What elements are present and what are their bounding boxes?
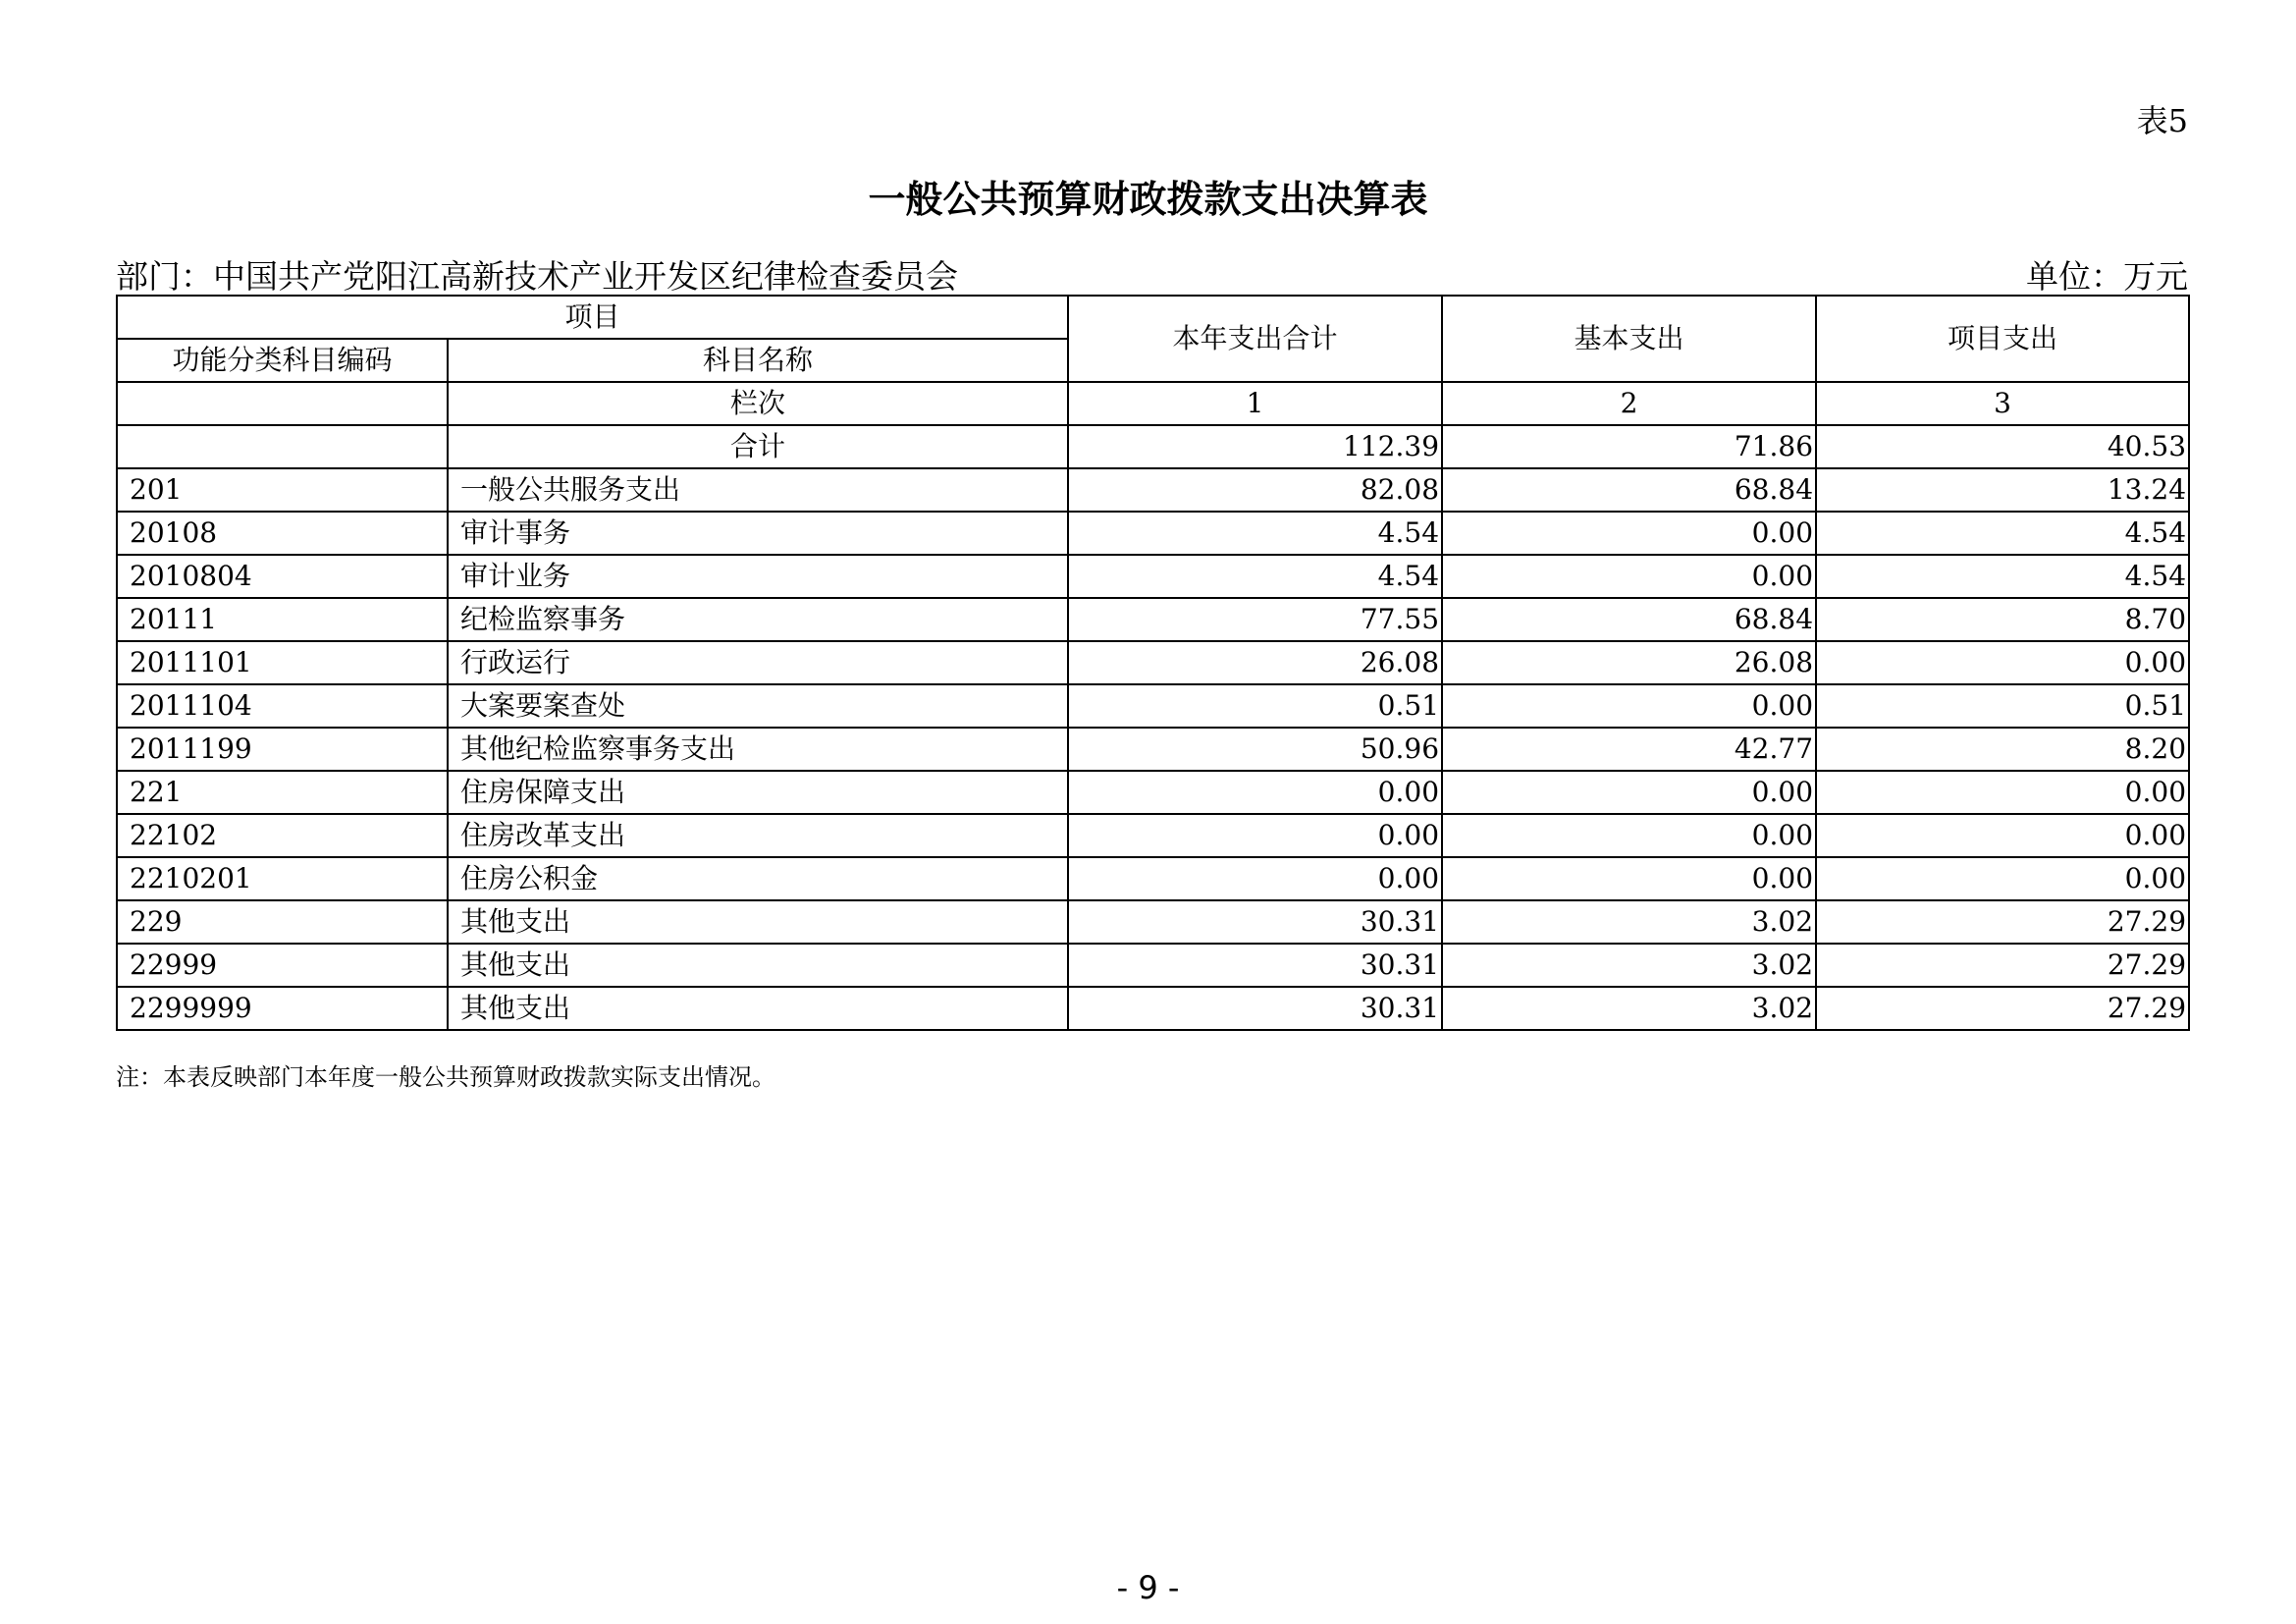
table-row xyxy=(117,641,2189,684)
row-basic-cell: 0.00 xyxy=(1442,555,1816,598)
row-project-cell: 8.20 xyxy=(1816,728,2189,771)
row-name-cell: 住房改革支出 xyxy=(448,814,1068,857)
col-name-header: 科目名称 xyxy=(448,339,1068,382)
department-label: 部门：中国共产党阳江高新技术产业开发区纪律检查委员会 xyxy=(116,257,958,296)
row-code-cell: 22999 xyxy=(117,944,448,987)
row-total-cell: 50.96 xyxy=(1068,728,1442,771)
row-basic-cell: 3.02 xyxy=(1442,900,1816,944)
row-total-cell: 0.51 xyxy=(1068,684,1442,728)
row-project-cell: 0.00 xyxy=(1816,857,2189,900)
row-code-cell: 2011199 xyxy=(117,728,448,771)
table-row xyxy=(117,987,2189,1030)
budget-table-body xyxy=(117,296,2189,1030)
row-name-cell: 大案要案查处 xyxy=(448,684,1068,728)
index-row xyxy=(117,382,2189,425)
row-code-cell: 20108 xyxy=(117,512,448,555)
row-code-cell: 20111 xyxy=(117,598,448,641)
row-code-cell: 2011104 xyxy=(117,684,448,728)
row-total-cell: 30.31 xyxy=(1068,987,1442,1030)
row-total-cell: 30.31 xyxy=(1068,900,1442,944)
budget-table xyxy=(116,295,2190,1031)
row-basic-cell: 0.00 xyxy=(1442,771,1816,814)
row-name-cell: 其他纪检监察事务支出 xyxy=(448,728,1068,771)
row-code-cell: 221 xyxy=(117,771,448,814)
table-row xyxy=(117,900,2189,944)
row-name-cell: 其他支出 xyxy=(448,944,1068,987)
row-total-cell: 0.00 xyxy=(1068,771,1442,814)
table-row xyxy=(117,555,2189,598)
row-name-cell: 审计事务 xyxy=(448,512,1068,555)
sum-total-cell: 112.39 xyxy=(1068,425,1442,468)
row-name-cell: 住房保障支出 xyxy=(448,771,1068,814)
row-basic-cell: 68.84 xyxy=(1442,598,1816,641)
row-total-cell: 0.00 xyxy=(1068,814,1442,857)
index-project-cell: 3 xyxy=(1816,382,2189,425)
row-total-cell: 4.54 xyxy=(1068,512,1442,555)
page-title: 一般公共预算财政拨款支出决算表 xyxy=(868,177,1428,221)
table-note: 注：本表反映部门本年度一般公共预算财政拨款实际支出情况。 xyxy=(116,1063,775,1091)
row-name-cell: 住房公积金 xyxy=(448,857,1068,900)
row-basic-cell: 0.00 xyxy=(1442,857,1816,900)
sum-code-cell xyxy=(117,425,448,468)
col-code-header: 功能分类科目编码 xyxy=(117,339,448,382)
table-row xyxy=(117,728,2189,771)
table-row xyxy=(117,771,2189,814)
table-row xyxy=(117,684,2189,728)
header-row-1 xyxy=(117,296,2189,339)
row-project-cell: 4.54 xyxy=(1816,555,2189,598)
row-total-cell: 77.55 xyxy=(1068,598,1442,641)
row-basic-cell: 0.00 xyxy=(1442,512,1816,555)
row-code-cell: 2011101 xyxy=(117,641,448,684)
row-project-cell: 0.00 xyxy=(1816,814,2189,857)
row-basic-cell: 26.08 xyxy=(1442,641,1816,684)
index-basic-cell: 2 xyxy=(1442,382,1816,425)
unit-label: 单位：万元 xyxy=(2026,257,2188,296)
row-project-cell: 27.29 xyxy=(1816,987,2189,1030)
row-name-cell: 纪检监察事务 xyxy=(448,598,1068,641)
row-project-cell: 0.00 xyxy=(1816,641,2189,684)
col-total-header: 本年支出合计 xyxy=(1068,296,1442,382)
table-row xyxy=(117,944,2189,987)
row-project-cell: 27.29 xyxy=(1816,944,2189,987)
row-basic-cell: 68.84 xyxy=(1442,468,1816,512)
row-code-cell: 2299999 xyxy=(117,987,448,1030)
group-header-cell: 项目 xyxy=(117,296,1068,339)
row-code-cell: 201 xyxy=(117,468,448,512)
index-total-cell: 1 xyxy=(1068,382,1442,425)
table-row xyxy=(117,814,2189,857)
sum-project-cell: 40.53 xyxy=(1816,425,2189,468)
row-total-cell: 4.54 xyxy=(1068,555,1442,598)
sum-label-cell: 合计 xyxy=(448,425,1068,468)
row-basic-cell: 0.00 xyxy=(1442,814,1816,857)
sum-basic-cell: 71.86 xyxy=(1442,425,1816,468)
row-basic-cell: 42.77 xyxy=(1442,728,1816,771)
row-name-cell: 其他支出 xyxy=(448,987,1068,1030)
table-row xyxy=(117,857,2189,900)
table-row xyxy=(117,598,2189,641)
row-basic-cell: 3.02 xyxy=(1442,987,1816,1030)
row-project-cell: 0.51 xyxy=(1816,684,2189,728)
col-basic-header: 基本支出 xyxy=(1442,296,1816,382)
row-name-cell: 审计业务 xyxy=(448,555,1068,598)
row-project-cell: 0.00 xyxy=(1816,771,2189,814)
row-total-cell: 30.31 xyxy=(1068,944,1442,987)
col-project-header: 项目支出 xyxy=(1816,296,2189,382)
table-number: 表5 xyxy=(2136,102,2188,139)
row-project-cell: 8.70 xyxy=(1816,598,2189,641)
row-code-cell: 2010804 xyxy=(117,555,448,598)
row-project-cell: 13.24 xyxy=(1816,468,2189,512)
row-total-cell: 26.08 xyxy=(1068,641,1442,684)
row-name-cell: 其他支出 xyxy=(448,900,1068,944)
table-row xyxy=(117,468,2189,512)
row-name-cell: 一般公共服务支出 xyxy=(448,468,1068,512)
row-total-cell: 0.00 xyxy=(1068,857,1442,900)
row-code-cell: 229 xyxy=(117,900,448,944)
row-basic-cell: 0.00 xyxy=(1442,684,1816,728)
row-project-cell: 4.54 xyxy=(1816,512,2189,555)
row-code-cell: 2210201 xyxy=(117,857,448,900)
table-row xyxy=(117,512,2189,555)
row-project-cell: 27.29 xyxy=(1816,900,2189,944)
index-code-cell xyxy=(117,382,448,425)
row-basic-cell: 3.02 xyxy=(1442,944,1816,987)
page-number: - 9 - xyxy=(1116,1569,1180,1606)
row-total-cell: 82.08 xyxy=(1068,468,1442,512)
row-name-cell: 行政运行 xyxy=(448,641,1068,684)
row-code-cell: 22102 xyxy=(117,814,448,857)
sum-row xyxy=(117,425,2189,468)
index-label-cell: 栏次 xyxy=(448,382,1068,425)
